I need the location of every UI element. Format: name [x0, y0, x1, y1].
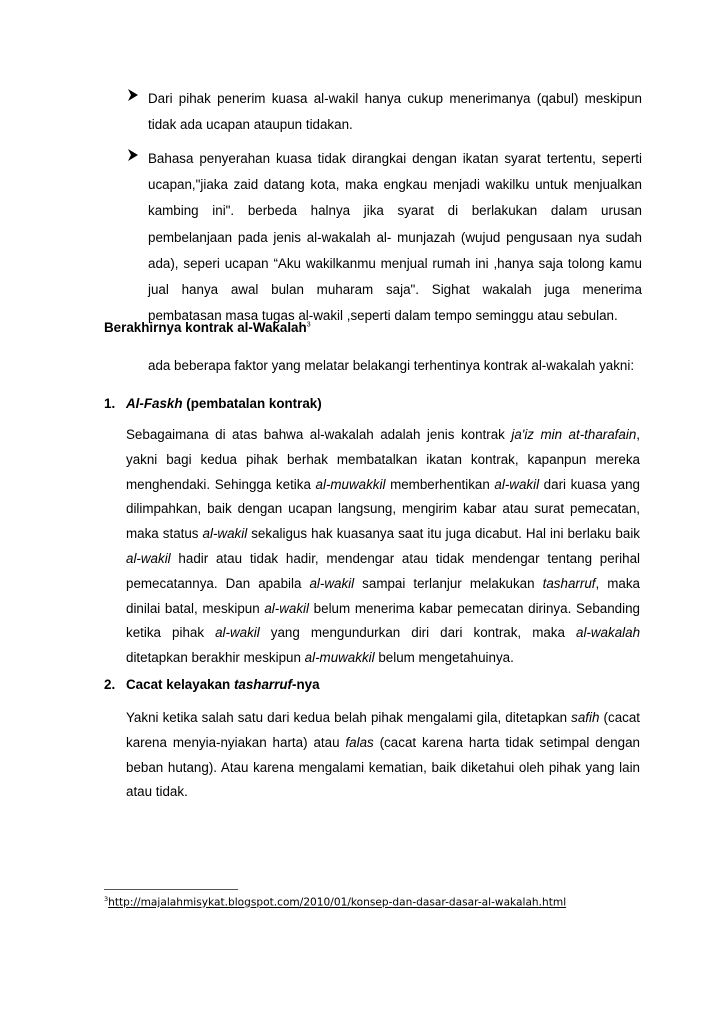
text-run: ditetapkan berakhir meskipun: [126, 650, 305, 666]
text-line: kambing ini". berbeda halnya jika syarat di berlakukan dalam urusan: [148, 203, 642, 219]
text-run: Sebagaimana di atas bahwa al-wakalah adalah jenis kontrak: [126, 427, 512, 442]
text-line: [126, 601, 640, 626]
text-run: karena menyia-nyiakan harta) atau: [126, 734, 346, 750]
text-line: [126, 735, 640, 760]
item1-heading-italic: Al-Faskh: [126, 396, 183, 411]
text-run: ja'iz min at-tharafain: [511, 427, 637, 442]
text-run: al-wakalah: [576, 625, 641, 641]
item1-heading-rest: (pembatalan kontrak): [182, 396, 322, 411]
text-run: pemecatannya. Dan apabila: [126, 575, 310, 591]
text-line: [126, 551, 640, 576]
text-line: [126, 427, 640, 452]
text-run: hadir atau tidak hadir, mendengar atau tidak mendengar tentang perihal: [170, 550, 640, 566]
text-line: jual hanya awal bulan muharam saja". Sighat wakalah juga menerima: [148, 281, 642, 297]
text-run: sampai terlanjur melakukan: [354, 575, 543, 591]
text-line: ada), seperi ucapan “Aku wakilkanmu menjual rumah ini ,hanya saja tolong kamu: [148, 255, 642, 271]
text-line: [126, 576, 640, 601]
item2-heading: [126, 677, 320, 692]
text-run: sekaligus hak kuasanya saat itu juga dicabut. Hal ini berlaku baik: [247, 526, 640, 542]
text-run: menghendaki. Sehingga ketika: [126, 476, 316, 492]
text-run: atau tidak.: [126, 784, 188, 800]
item1-paragraph: [126, 427, 640, 675]
item-number: 2.: [104, 677, 116, 692]
footnote-ref: 3: [306, 321, 311, 329]
bullet-text: [148, 146, 642, 329]
text-run: belum menerima kabar pemecatan dirinya. Sebanding: [309, 600, 640, 616]
item2-paragraph: [126, 710, 640, 809]
text-run: al-muwakkil: [315, 476, 386, 492]
text-run: ketika pihak: [126, 625, 216, 641]
arrow-bullet-icon: [126, 88, 140, 102]
text-run: falas: [345, 734, 374, 750]
text-line: [126, 501, 640, 526]
text-line: [126, 477, 640, 502]
text-line: [126, 784, 640, 809]
text-run: dinilai batal, meskipun: [126, 600, 265, 616]
text-run: belum mengetahuinya.: [374, 650, 514, 666]
text-run: (cacat karena harta tidak setimpal dengan: [373, 734, 640, 750]
text-run: al-wakil: [202, 526, 248, 542]
text-line: [126, 710, 640, 735]
text-line: [126, 625, 640, 650]
text-run: al-wakil: [215, 625, 260, 641]
text-run: ,: [636, 427, 640, 442]
text-line: [126, 760, 640, 785]
footnote-marker: 3: [104, 895, 109, 903]
footnote-link[interactable]: http://majalahmisykat.blogspot.com/2010/01/konsep-dan-dasar-dasar-al-wakalah.html: [108, 896, 567, 909]
text-line: [126, 650, 640, 675]
item-number: 1.: [104, 396, 116, 411]
text-run: al-muwakkil: [304, 650, 375, 666]
text-line: [126, 526, 640, 551]
footnote-divider: [104, 889, 238, 890]
text-run: , maka: [595, 575, 640, 591]
item2-heading-italic: tasharruf: [233, 677, 292, 692]
section-heading-text: Berakhirnya kontrak al-Wakalah: [104, 320, 307, 335]
text-run: dilimpahkan, baik dengan ucapan langsung, mengirim kabar atau surat pemecatan,: [126, 501, 640, 517]
text-line: pembelanjaan pada jenis al-wakalah al- munjazah (wujud pengusaan nya sudah: [148, 229, 642, 245]
text-line: [126, 452, 640, 477]
text-run: yang mengundurkan diri dari kontrak, maka: [259, 625, 576, 641]
text-line: ucapan,"jiaka zaid datang kota, maka engkau menjadi wakilku untuk menjualkan: [148, 177, 642, 193]
footnote: [104, 895, 566, 909]
item1-heading: [126, 396, 322, 411]
text-line: Bahasa penyerahan kuasa tidak dirangkai dengan ikatan syarat tertentu, seperti: [148, 151, 642, 166]
arrow-bullet-icon: [126, 148, 140, 162]
text-line: tidak ada ucapan ataupun tidakan.: [148, 117, 353, 133]
text-run: al-wakil: [494, 476, 540, 492]
text-run: beban hutang). Atau karena mengalami kematian, baik diketahui oleh pihak yang lain: [126, 759, 640, 775]
item2-heading-rest: Cacat kelayakan: [126, 677, 234, 692]
section-heading: [104, 320, 311, 335]
bullet-text: [148, 86, 642, 138]
text-run: al-wakil: [126, 550, 171, 566]
item2-heading-tail: -nya: [292, 677, 320, 692]
text-run: yakni bagi kedua pihak berhak membatalkan ikatan kontrak, kapanpun mereka: [126, 451, 640, 467]
text-run: dari kuasa yang: [539, 476, 640, 492]
text-run: memberhentikan: [385, 476, 495, 492]
text-line: Dari pihak penerim kuasa al-wakil hanya cukup menerimanya (qabul) meskipun: [148, 91, 642, 106]
text-run: safih: [571, 710, 600, 725]
text-run: al-wakil: [309, 575, 355, 591]
text-run: maka status: [126, 526, 203, 542]
text-run: al-wakil: [264, 600, 309, 616]
text-run: tasharruf: [542, 575, 596, 591]
intro-paragraph: ada beberapa faktor yang melatar belakangi terhentinya kontrak al-wakalah yakni:: [148, 358, 635, 373]
text-run: Yakni ketika salah satu dari kedua belah pihak mengalami gila, ditetapkan: [126, 710, 572, 725]
text-line: pembatasan masa tugas al-wakil ,seperti dalam tempo seminggu atau sebulan.: [148, 308, 618, 324]
text-run: (cacat: [599, 710, 641, 725]
